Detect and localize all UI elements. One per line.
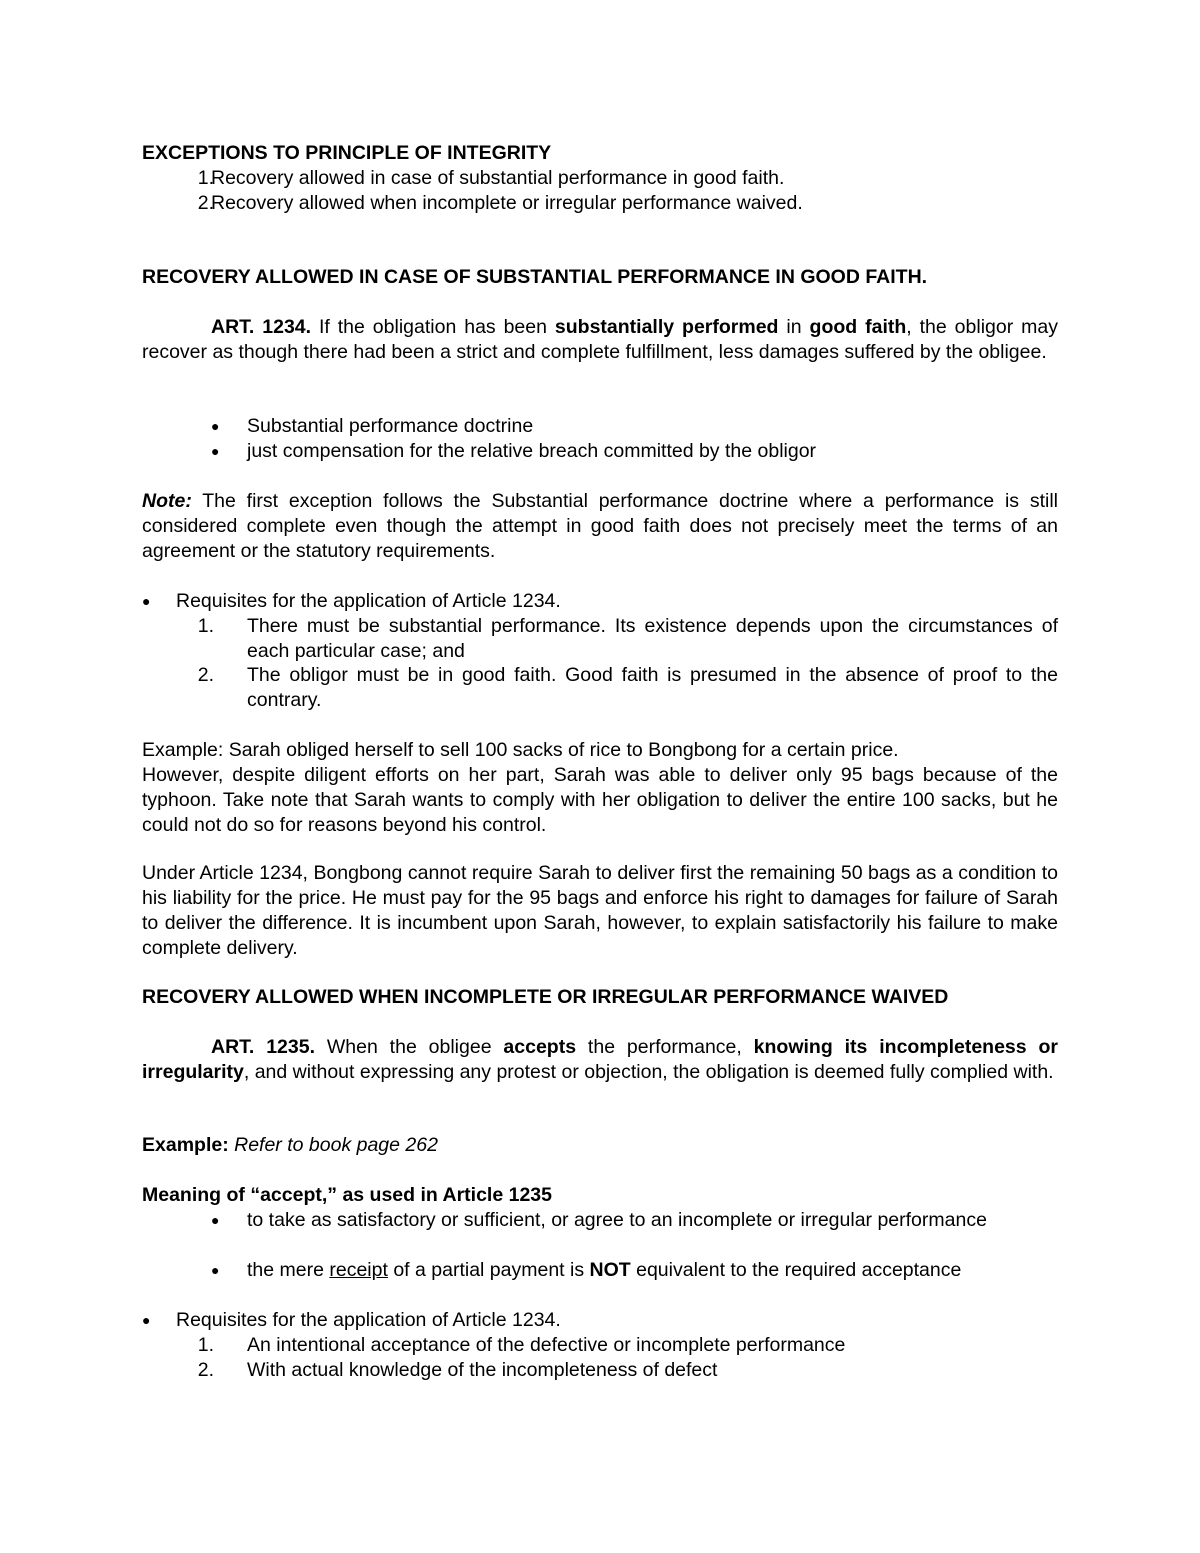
bullet-icon: ● <box>211 1212 220 1228</box>
bullet-text: Requisites for the application of Article 1234. <box>176 1309 561 1331</box>
bold-term: NOT <box>589 1259 631 1281</box>
list-item-text: The obligor must be in good faith. Good faith is presumed in the absence of proof to the contrary. <box>247 664 1058 711</box>
list-number: 1. <box>197 1334 214 1356</box>
bold-term: substantially performed <box>554 316 779 338</box>
note-label: Note: <box>142 490 192 512</box>
list-number: 1. <box>197 615 214 637</box>
bold-term: accepts <box>503 1036 577 1058</box>
article-label: ART. 1235. <box>211 1036 315 1058</box>
list-number: 2. <box>197 1359 214 1381</box>
bullet-icon: ● <box>211 443 220 459</box>
bullet-icon: ● <box>211 1262 220 1278</box>
example-line: Example: Sarah obliged herself to sell 100 sacks of rice to Bongbong for a certain price. <box>142 739 899 761</box>
bold-term: good faith <box>809 316 907 338</box>
note-paragraph: Note: The first exception follows the Substantial performance doctrine where a performance is still considered complete even though the attempt in good faith does not precisely meet the terms of an agreement or the statutory requirements. <box>142 490 1058 562</box>
bullet-icon: ● <box>142 593 151 609</box>
example-reference <box>142 1133 1058 1158</box>
list-item-text: An intentional acceptance of the defective or incomplete performance <box>247 1334 846 1356</box>
list-item-text: There must be substantial performance. Its existence depends upon the circumstances of each particular case; and <box>247 615 1058 662</box>
example-text: Refer to book page 262 <box>228 1134 438 1156</box>
section-heading-exceptions: EXCEPTIONS TO PRINCIPLE OF INTEGRITY <box>142 142 552 164</box>
list-item <box>142 614 1058 664</box>
list-number: 2. <box>197 664 214 686</box>
list-item-text: Recovery allowed in case of substantial performance in good faith. <box>211 167 785 189</box>
bold-term: knowing its incompleteness or irregularity <box>142 1036 1058 1083</box>
meaning-heading: Meaning of “accept,” as used in Article 1235 <box>142 1184 552 1206</box>
analysis-paragraph: Under Article 1234, Bongbong cannot require Sarah to deliver first the remaining 50 bags as a condition to his liability for the price. He must pay for the 95 bags and enforce his right to damages for failure of Sarah to deliver the difference. It is incumbent upon Sarah, however, to explain satisfactorily his failure to make complete delivery. <box>142 862 1058 959</box>
article-label: ART. 1234. <box>211 316 312 338</box>
section-heading-substantial: RECOVERY ALLOWED IN CASE OF SUBSTANTIAL PERFORMANCE IN GOOD FAITH. <box>142 266 928 288</box>
bullet-text: just compensation for the relative breach committed by the obligor <box>247 440 817 462</box>
list-number: 1. <box>197 167 214 189</box>
bullet-text: Requisites for the application of Article 1234. <box>176 590 561 612</box>
list-item-text: Recovery allowed when incomplete or irregular performance waived. <box>211 192 803 214</box>
section-heading-waived: RECOVERY ALLOWED WHEN INCOMPLETE OR IRREGULAR PERFORMANCE WAIVED <box>142 986 949 1008</box>
list-item <box>142 663 1058 713</box>
article-1234-paragraph: ART. 1234. If the obligation has been substantially performed in good faith, the obligor may recover as though there had been a strict and complete fulfillment, less damages suffered by the obligee. <box>142 316 1058 363</box>
list-number: 2. <box>197 192 214 214</box>
underlined-term: receipt <box>329 1259 388 1281</box>
bullet-text: to take as satisfactory or sufficient, or agree to an incomplete or irregular performance <box>247 1209 987 1231</box>
article-1235-paragraph: ART. 1235. When the obligee accepts the performance, knowing its incompleteness or irregularity, and without expressing any protest or objection, the obligation is deemed fully complied with. <box>142 1036 1058 1083</box>
bullet-icon: ● <box>211 418 220 434</box>
example-paragraph: However, despite diligent efforts on her part, Sarah was able to deliver only 95 bags because of the typhoon. Take note that Sarah wants to comply with her obligation to deliver the entire 100 sacks, but he could not do so for reasons beyond his control. <box>142 764 1058 836</box>
bullet-text: Substantial performance doctrine <box>247 415 534 437</box>
bullet-icon: ● <box>142 1312 151 1328</box>
example-label: Example: <box>142 1134 229 1156</box>
list-item-text: With actual knowledge of the incompleteness of defect <box>247 1359 718 1381</box>
bullet-text: the mere receipt of a partial payment is NOT equivalent to the required acceptance <box>247 1259 962 1281</box>
bullet-item <box>142 1208 1058 1258</box>
